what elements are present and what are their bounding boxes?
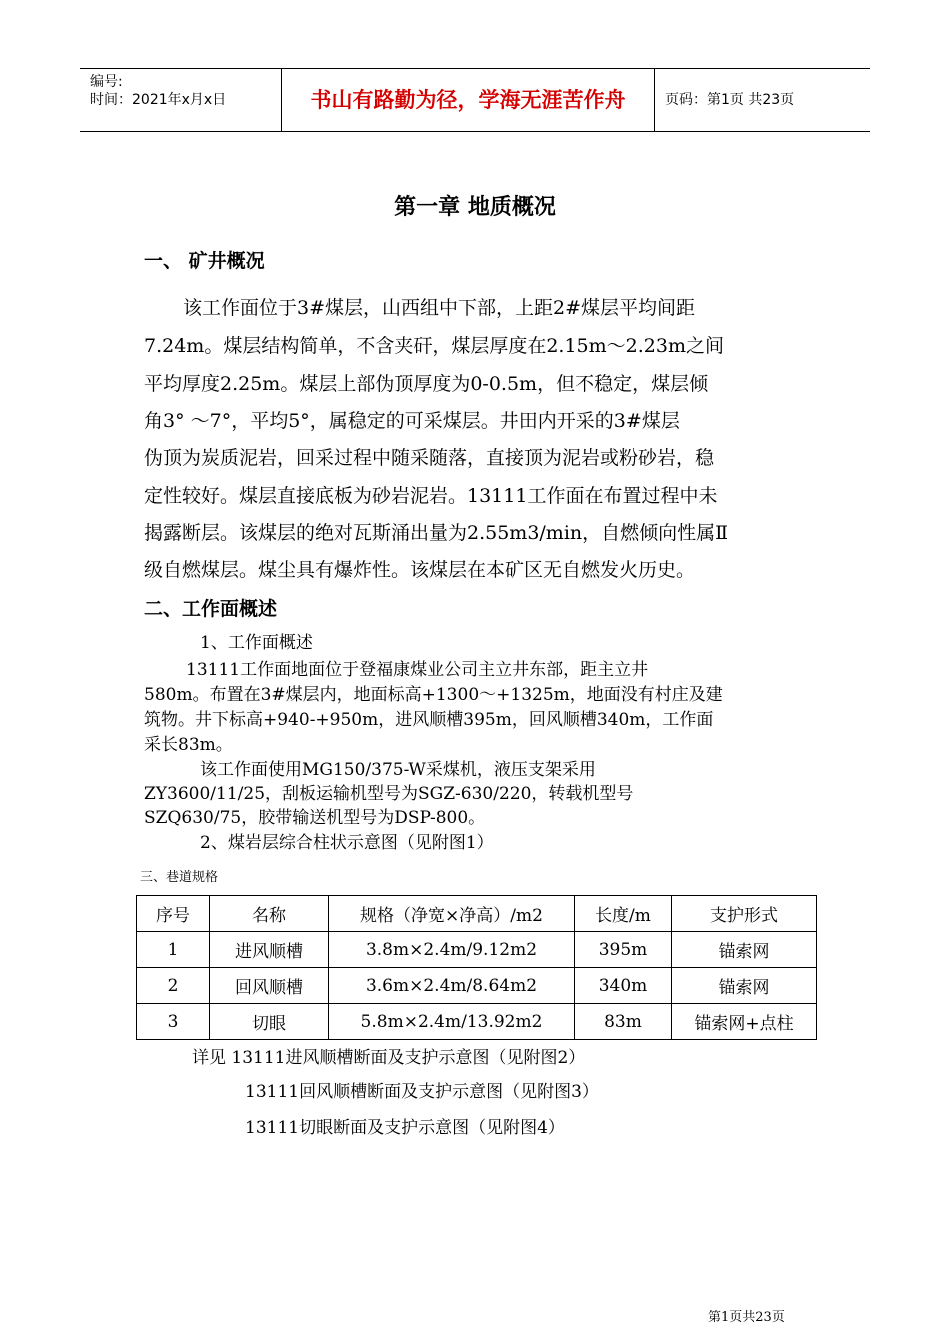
note-line: 13111切眼断面及支护示意图（见附图4） (245, 1118, 565, 1138)
table-header-row (137, 896, 817, 932)
table-cell: 3.8m×2.4m/9.12m2 (329, 932, 575, 968)
table-cell: 进风顺槽 (210, 932, 329, 968)
date-label: 时间：2021年x月x日 (90, 92, 227, 108)
table-cell: 锚索网 (672, 932, 817, 968)
roadway-spec-table (136, 895, 817, 1040)
table-cell: 340m (575, 968, 672, 1004)
table-cell: 2 (137, 968, 210, 1004)
para-line: 揭露断层。该煤层的绝对瓦斯涌出量为2.55m3/min，自燃倾向性属Ⅱ (144, 522, 729, 544)
col-header: 规格（净宽×净高）/m2 (329, 896, 575, 932)
section-heading-1: 一、 矿井概况 (144, 250, 265, 272)
table-cell: 83m (575, 1004, 672, 1040)
col-header: 序号 (137, 896, 210, 932)
para-line: 定性较好。煤层直接底板为砂岩泥岩。13111工作面在布置过程中未 (144, 485, 718, 507)
table-cell: 锚索网 (672, 968, 817, 1004)
col-header: 长度/m (575, 896, 672, 932)
table-row (137, 968, 817, 1004)
para-line: 7.24m。煤层结构简单，不含夹矸，煤层厚度在2.15m～2.23m之间 (144, 335, 724, 357)
table-row (137, 1004, 817, 1040)
para-line: 角3° ～7°，平均5°，属稳定的可采煤层。井田内开采的3#煤层 (144, 410, 680, 432)
table-cell: 切眼 (210, 1004, 329, 1040)
section-heading-2: 二、工作面概述 (144, 598, 278, 620)
note-line: 13111回风顺槽断面及支护示意图（见附图3） (245, 1082, 599, 1102)
table-cell: 3.6m×2.4m/8.64m2 (329, 968, 575, 1004)
para-line: 13111工作面地面位于登福康煤业公司主立井东部，距主立井 (186, 660, 649, 680)
col-header: 支护形式 (672, 896, 817, 932)
para-line: 该工作面位于3#煤层，山西组中下部，上距2#煤层平均间距 (183, 297, 696, 319)
subheading-2: 2、煤岩层综合柱状示意图（见附图1） (200, 833, 494, 853)
page-footer: 第1页共23页 (708, 1310, 785, 1325)
col-header: 名称 (210, 896, 329, 932)
para-line: 580m。布置在3#煤层内，地面标高+1300～+1325m，地面没有村庄及建 (144, 685, 723, 705)
page-header (80, 68, 870, 132)
para-line: 该工作面使用MG150/375-W采煤机，液压支架采用 (200, 760, 596, 780)
para-line: ZY3600/11/25，刮板运输机型号为SGZ-630/220，转载机型号 (144, 784, 634, 804)
para-line: 采长83m。 (144, 735, 233, 755)
chapter-title: 第一章 地质概况 (394, 194, 556, 220)
motto: 书山有路勤为径，学海无涯苦作舟 (281, 69, 655, 131)
para-line: SZQ630/75，胶带输送机型号为DSP-800。 (144, 808, 486, 828)
para-line: 伪顶为炭质泥岩，回采过程中随采随落，直接顶为泥岩或粉砂岩，稳 (144, 447, 715, 469)
para-line: 级自燃煤层。煤尘具有爆炸性。该煤层在本矿区无自燃发火历史。 (144, 559, 696, 581)
table-cell: 3 (137, 1004, 210, 1040)
para-line: 平均厚度2.25m。煤层上部伪顶厚度为0-0.5m，但不稳定，煤层倾 (144, 373, 709, 395)
subheading-1: 1、工作面概述 (200, 633, 313, 653)
number-label: 编号: (90, 74, 123, 90)
table-cell: 5.8m×2.4m/13.92m2 (329, 1004, 575, 1040)
para-line: 筑物。井下标高+940-+950m，进风顺槽395m，回风顺槽340m，工作面 (144, 710, 714, 730)
section-heading-3: 三、巷道规格 (140, 870, 219, 885)
table-cell: 回风顺槽 (210, 968, 329, 1004)
header-left (80, 69, 280, 131)
table-row (137, 932, 817, 968)
table-cell: 锚索网+点柱 (672, 1004, 817, 1040)
table-cell: 395m (575, 932, 672, 968)
note-line: 详见 13111进风顺槽断面及支护示意图（见附图2） (192, 1048, 586, 1068)
page-indicator: 页码：第1页 共23页 (665, 92, 795, 108)
table-cell: 1 (137, 932, 210, 968)
